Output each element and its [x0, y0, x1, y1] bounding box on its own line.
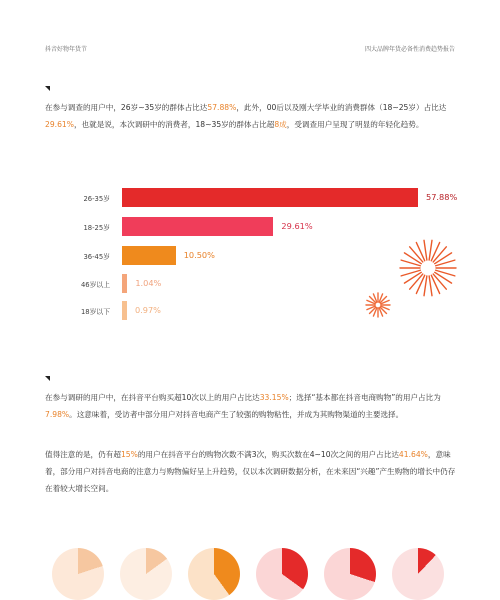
chart-value-label: 1.04% — [135, 278, 162, 288]
section1-text: ，受调查用户呈现了明显的年轻化趋势。 — [286, 120, 424, 129]
section2-p1-text: 在参与调研的用户中，在抖音平台购买超10次以上的用户占比达 — [45, 393, 260, 402]
section2-p1-text: ；选择“基本都在抖音电商购物”的用户占比为 — [288, 393, 441, 402]
section2-paragraph-2 — [45, 446, 460, 497]
section1-paragraph — [45, 99, 460, 133]
section1-highlight: 8成 — [274, 120, 287, 129]
section2-p2-text: ，意味着，部分用户对抖音电商的注意力与购物偏好呈上升趋势，仅以本次调研数据分析，在未来因“兴趣”产生购物的增长中仍存在着较大增长空间。 — [45, 450, 456, 493]
chart-value-label: 0.97% — [134, 305, 161, 315]
section2-p2-text: 的用户在抖音平台的购物次数不满3次，购买次数在4~10次之间的用户占比达 — [137, 450, 399, 459]
donut-2 — [120, 548, 172, 600]
section1-text: 在参与调查的用户中，26岁~35岁的群体占比达 — [45, 103, 208, 112]
section2-marker — [45, 376, 50, 381]
firework-small-icon — [365, 292, 391, 318]
section2-p2-text: 值得注意的是，仍有超 — [45, 450, 121, 459]
section2-p1-highlight: 33.15% — [259, 393, 289, 402]
firework-large-icon — [398, 238, 458, 298]
section2-p2-highlight: 15% — [120, 450, 138, 459]
section1-highlight: 29.61% — [45, 120, 74, 129]
chart-category-label: 26-35岁 — [83, 195, 110, 203]
chart-bar — [122, 246, 176, 265]
donut-4 — [256, 548, 308, 600]
page-header — [45, 44, 455, 56]
chart-category-label: 36-45岁 — [83, 253, 110, 261]
header-left-title: 抖音好物年货节 — [45, 46, 88, 53]
chart-bar — [122, 301, 127, 320]
section1-text: ，此外，00后以及刚大学毕业的消费群体（18~25岁）占比达 — [236, 103, 447, 112]
section1-text: ，也就是说，本次调研中的消费者，18~35岁的群体占比超 — [73, 120, 275, 129]
section1-highlight: 57.88% — [207, 103, 237, 112]
chart-bar — [122, 188, 418, 207]
section1-marker — [45, 86, 50, 91]
section2-p1-text: 。这意味着，受访者中部分用户对抖音电商产生了较强的购物粘性，并成为其购物渠道的主要选择。 — [69, 410, 404, 419]
header-right-title: 四大品牌年货必备性消费趋势报告 — [364, 46, 455, 53]
section2-paragraph-1 — [45, 389, 460, 423]
chart-bar — [122, 274, 127, 293]
donut-1 — [52, 548, 104, 600]
donut-5 — [324, 548, 376, 600]
chart-value-label: 29.61% — [281, 221, 313, 231]
chart-value-label: 10.50% — [183, 250, 215, 260]
chart-bar — [122, 217, 273, 236]
donut-3 — [188, 548, 240, 600]
chart-category-label: 46岁以上 — [80, 281, 110, 289]
chart-value-label: 57.88% — [426, 192, 458, 202]
chart-category-label: 18-25岁 — [83, 224, 110, 232]
section2-p1-highlight: 7.98% — [45, 410, 70, 419]
section2-p2-highlight: 41.64% — [398, 450, 428, 459]
chart-category-label: 18岁以下 — [80, 308, 110, 316]
donut-6 — [392, 548, 444, 600]
